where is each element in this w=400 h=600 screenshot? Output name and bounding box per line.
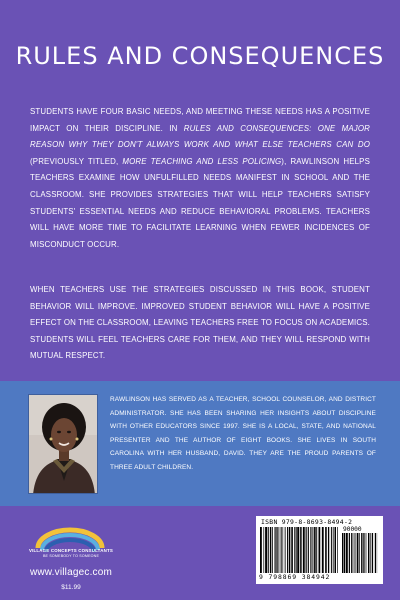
isbn-label: ISBN 979-8-8693-8494-2 (261, 518, 353, 526)
description-paragraph-1 (30, 104, 370, 253)
price-code: 90000 (343, 526, 362, 533)
previous-title: MORE TEACHING AND LESS POLICING (122, 156, 282, 166)
description-text: STUDENTS HAVE FOUR BASIC NEEDS, AND MEETING THESE NEEDS HAS A POSITIVE IMPACT ON THEIR DISCIPLINE. IN (30, 107, 370, 133)
book-full-title: RULES AND CONSEQUENCES: ONE MAJOR REASON WHY THEY DON'T ALWAYS WORK AND WHAT ELSE TEACHERS CAN DO (30, 123, 370, 150)
supplemental-barcode-icon (342, 533, 378, 573)
book-title: RULES AND CONSEQUENCES (15, 42, 385, 70)
price: $11.99 (61, 584, 81, 591)
author-bio: RAWLINSON HAS SERVED AS A TEACHER, SCHOOL COUNSELOR, AND DISTRICT ADMINISTRATOR. SHE HAS BEEN SHARING HER INSIGHTS ABOUT DISCIPLINE WITH OTHER EDUCATORS SINCE 1997. SHE IS A LOCAL, STATE, AND NATIONAL PRESENTER AND THE AUTHOR OF EIGHT BOOKS. SHE LIVES IN SOUTH CAROLINA WITH HER HUSBAND, DAVID. THEY ARE THE PROUD PARENTS OF THREE ADULT CHILDREN. (110, 396, 376, 471)
barcode-digits: 9 798869 384942 (259, 573, 331, 581)
description-text: ), RAWLINSON HELPS TEACHERS EXAMINE HOW UNFULFILLED NEEDS MANIFEST IN SCHOOL AND THE CLASSROOM. SHE PROVIDES STRATEGIES THAT WILL HELP TEACHERS SATISFY STUDENTS' ESSENTIAL NEEDS AND REDUCE BEHAVIORAL PROBLEMS. TEACHERS WILL HAVE MORE TIME TO FACILITATE LEARNING WHEN FEWER INCIDENCES OF MISCONDUCT OCCUR. (30, 156, 370, 249)
barcode-icon (260, 527, 338, 573)
publisher-tagline: BE SOMEBODY TO SOMEONE (42, 554, 100, 558)
description-text: (PREVIOUSLY TITLED, (30, 156, 123, 166)
publisher-website: www.villagec.com (29, 567, 113, 578)
publisher-name: VILLAGE CONCEPTS CONSULTANTS (29, 548, 113, 553)
author-photo (28, 394, 98, 494)
description-paragraph-2: WHEN TEACHERS USE THE STRATEGIES DISCUSSED IN THIS BOOK, STUDENT BEHAVIOR WILL IMPROVE. IMPROVED STUDENT BEHAVIOR WILL HAVE A POSITIVE EFFECT ON THE CLASSROOM, LEAVING TEACHERS FREE TO FOCUS ON ACADEMICS. STUDENTS WILL FEEL TEACHERS CARE FOR THEM, AND THEY WILL RESPOND WITH MUTUAL RESPECT. (30, 285, 370, 361)
author-portrait-image (29, 395, 98, 494)
